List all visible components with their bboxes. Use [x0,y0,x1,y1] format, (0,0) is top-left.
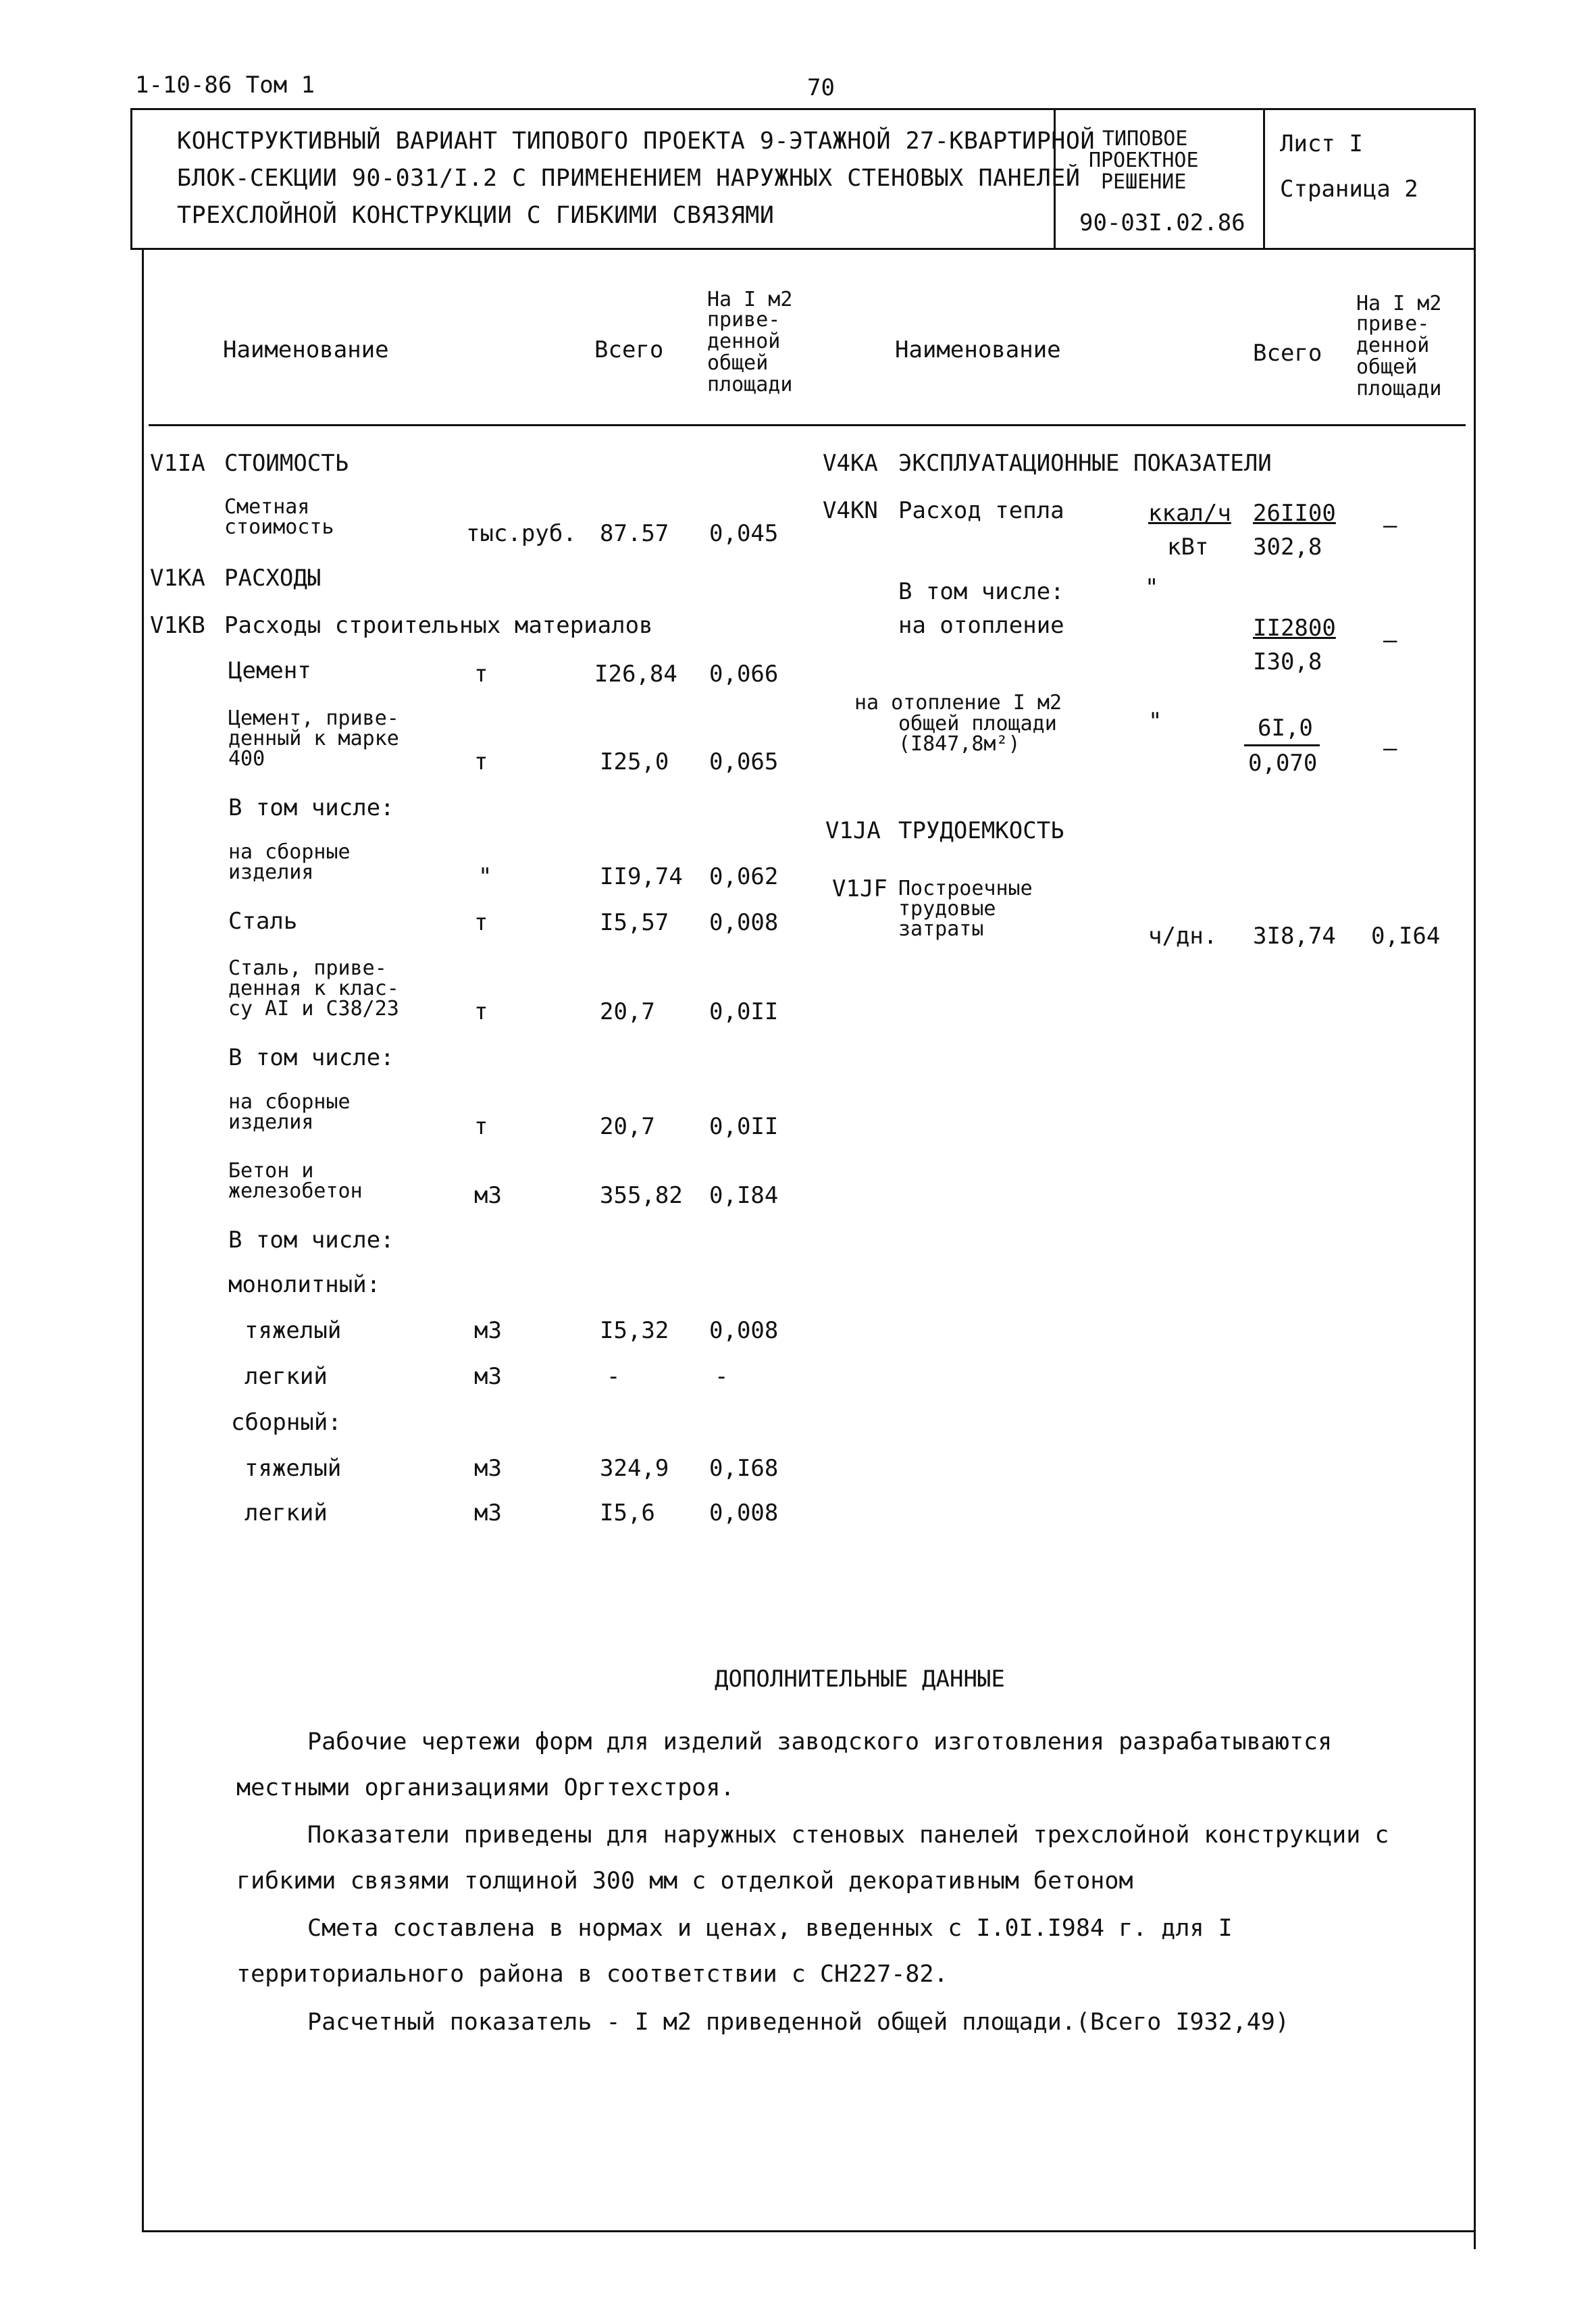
row-per-m2: 0,0II [709,998,779,1025]
labor-total: 3I8,74 [1253,923,1336,950]
heat-unit-bottom: кВт [1167,534,1209,561]
labor-per-m2: 0,I64 [1371,923,1441,950]
row-total: I5,57 [600,909,669,936]
labor-section-code: V1JA [825,817,881,844]
heating-per-m2: — [1383,627,1397,654]
row-name: изделия [228,860,314,884]
col-right-per-m2-5: площади [1356,377,1442,401]
frame-right [1474,250,1476,2249]
row-per-m2: 0,008 [709,1317,779,1344]
row-per-m2: 0,008 [709,909,779,936]
heating-m2-unit: " [1148,708,1162,735]
row-per-m2: 0,I68 [709,1455,779,1482]
heat-total-bottom: 302,8 [1253,534,1322,561]
col-right-per-m2-4: общей [1356,355,1418,379]
row-total: I25,0 [600,748,669,775]
row-name: монолитный: [228,1271,381,1298]
row-unit: т [474,661,488,688]
heating-m2-fraction-bar [1244,744,1320,746]
col-left-name: Наименование [223,336,389,363]
heating-m2-total-bottom: 0,070 [1248,750,1318,777]
title-line-2: БЛОК-СЕКЦИИ 90-031/I.2 С ПРИМЕНЕНИЕМ НАРУЖНЫХ СТЕНОВЫХ ПАНЕЛЕЙ [177,165,1081,192]
additional-heading: ДОПОЛНИТЕЛЬНЫЕ ДАННЫЕ [715,1666,1005,1693]
row-per-m2: 0,045 [709,520,779,547]
header-rule [149,424,1466,426]
row-per-m2: 0,066 [709,661,779,688]
row-per-m2: 0,062 [709,863,779,890]
page-number: 70 [807,74,835,101]
frame-bottom [142,2230,1476,2232]
col-right-per-m2-1: На I м2 [1356,292,1442,315]
row-unit: м3 [474,1363,502,1390]
row-name: изделия [228,1110,314,1134]
row-name: легкий [244,1363,328,1390]
row-name: денный к марке [228,727,399,750]
additional-paragraph-3: Смета составлена в нормах и ценах, введенных с I.0I.I984 г. для I территориального района в соответствии с СН227-82. [236,1915,1233,1988]
row-total: I26,84 [594,661,677,688]
row-per-m2: 0,0II [709,1113,779,1140]
row-name: стоимость [224,515,334,539]
document-code: 1-10-86 Том 1 [135,72,315,99]
col-left-per-m2-2: приве- [707,308,781,332]
row-code: V1KB [150,612,205,639]
labor-name-3: затраты [898,917,984,941]
row-total: I5,32 [600,1317,669,1344]
labor-unit: ч/дн. [1148,923,1218,950]
row-name: СТОИМОСТЬ [224,450,349,477]
row-name: В том числе: [228,1044,394,1071]
row-per-m2: 0,I84 [709,1182,779,1209]
row-total: I5,6 [600,1499,655,1526]
row-per-m2: 0,008 [709,1499,779,1526]
right-section-name: ЭКСПЛУАТАЦИОННЫЕ ПОКАЗАТЕЛИ [898,450,1272,477]
heating-m2-name-3: (I847,8м²) [898,732,1021,756]
row-code: V1IA [150,450,205,477]
row-name: Сметная [224,495,310,519]
heat-code: V4KN [823,497,878,524]
heating-total-top: II2800 [1253,615,1336,642]
col-left-per-m2-3: денной [707,330,781,353]
row-unit: м3 [474,1317,502,1344]
type-line-3: РЕШЕНИЕ [1101,170,1187,194]
col-right-name: Наименование [895,336,1061,363]
heating-m2-total-top: 6I,0 [1258,715,1313,742]
row-unit: " [478,863,492,890]
row-unit: т [474,748,488,775]
row-name: тяжелый [244,1455,342,1482]
row-name: В том числе: [228,794,394,821]
heat-unit-top: ккал/ч [1148,500,1231,527]
heating-name: на отопление [898,612,1064,639]
heating-m2-per-m2: — [1383,735,1397,762]
additional-paragraph-4: Расчетный показатель - I м2 приведенной общей площади.(Всего I932,49) [307,2009,1289,2036]
row-total: II9,74 [600,863,683,890]
row-name: Цемент, приве- [228,706,399,730]
incl-unit: " [1145,574,1159,601]
heat-per-m2: — [1383,512,1397,539]
incl-label: В том числе: [898,578,1064,605]
row-name: В том числе: [228,1227,394,1254]
row-name: РАСХОДЫ [224,565,321,592]
col-left-total: Всего [594,336,664,363]
row-unit: т [474,1113,488,1140]
row-unit: тыс.руб. [466,520,577,547]
heating-total-bottom: I30,8 [1253,648,1322,675]
type-line-2: ПРОЕКТНОЕ [1089,149,1199,172]
row-name: сборный: [231,1409,342,1436]
col-left-per-m2-5: площади [707,373,793,396]
row-name: Расходы строительных материалов [224,612,653,639]
row-code: V1KA [150,565,205,592]
labor-code: V1JF [832,875,887,902]
heat-total-top: 26II00 [1253,500,1336,527]
row-unit: м3 [474,1455,502,1482]
type-line-1: ТИПОВОЕ [1102,127,1188,151]
row-unit: м3 [474,1182,502,1209]
row-name: денная к клас- [228,977,399,1000]
heating-m2-name-2: общей площади [898,712,1057,736]
row-total: 20,7 [600,1113,655,1140]
row-name: 400 [228,747,265,771]
sheet-number: Лист I [1280,130,1363,157]
row-total: - [607,1363,621,1390]
row-per-m2: - [715,1363,729,1390]
row-unit: т [474,909,488,936]
title-divider-2 [1263,108,1265,250]
row-name: Бетон и [228,1159,314,1183]
title-line-3: ТРЕХСЛОЙНОЙ КОНСТРУКЦИИ С ГИБКИМИ СВЯЗЯМИ [177,202,775,229]
right-section-code: V4KA [823,450,878,477]
row-name: Сталь [228,908,298,935]
labor-section-name: ТРУДОЕМКОСТЬ [898,817,1064,844]
row-name: су AI и С38/23 [228,997,399,1021]
col-left-per-m2-4: общей [707,351,769,375]
type-code: 90-03I.02.86 [1079,209,1245,236]
additional-paragraph-1: Рабочие чертежи форм для изделий заводского изготовления разрабатываются местными организациями Оргтехстроя. [236,1728,1333,1801]
col-right-total: Всего [1253,340,1322,367]
row-name: на сборные [228,840,351,864]
row-name: Сталь, приве- [228,956,387,980]
frame-left [142,250,144,2232]
page-of-sheet: Страница 2 [1280,176,1418,203]
row-name: железобетон [228,1179,363,1203]
row-name: на сборные [228,1090,351,1114]
row-unit: м3 [474,1499,502,1526]
row-name: тяжелый [244,1317,342,1344]
labor-name-2: трудовые [898,897,996,921]
row-name: легкий [244,1499,328,1526]
row-total: 20,7 [600,998,655,1025]
title-line-1: КОНСТРУКТИВНЫЙ ВАРИАНТ ТИПОВОГО ПРОЕКТА 9-ЭТАЖНОЙ 27-КВАРТИРНОЙ [177,128,1096,155]
row-total: 87.57 [600,520,669,547]
heating-m2-name-1: на отопление I м2 [854,691,1062,715]
row-total: 355,82 [600,1182,683,1209]
col-left-per-m2-1: На I м2 [707,288,793,311]
labor-name-1: Построечные [898,877,1033,900]
row-total: 324,9 [600,1455,669,1482]
row-name: Цемент [228,657,311,684]
col-right-per-m2-3: денной [1356,334,1430,357]
heat-name: Расход тепла [898,497,1064,524]
col-right-per-m2-2: приве- [1356,312,1430,336]
row-unit: т [474,998,488,1025]
row-per-m2: 0,065 [709,748,779,775]
additional-paragraph-2: Показатели приведены для наружных стеновых панелей трехслойной конструкции с гибкими связями толщиной 300 мм с отделкой декоративным бетоном [236,1822,1389,1895]
